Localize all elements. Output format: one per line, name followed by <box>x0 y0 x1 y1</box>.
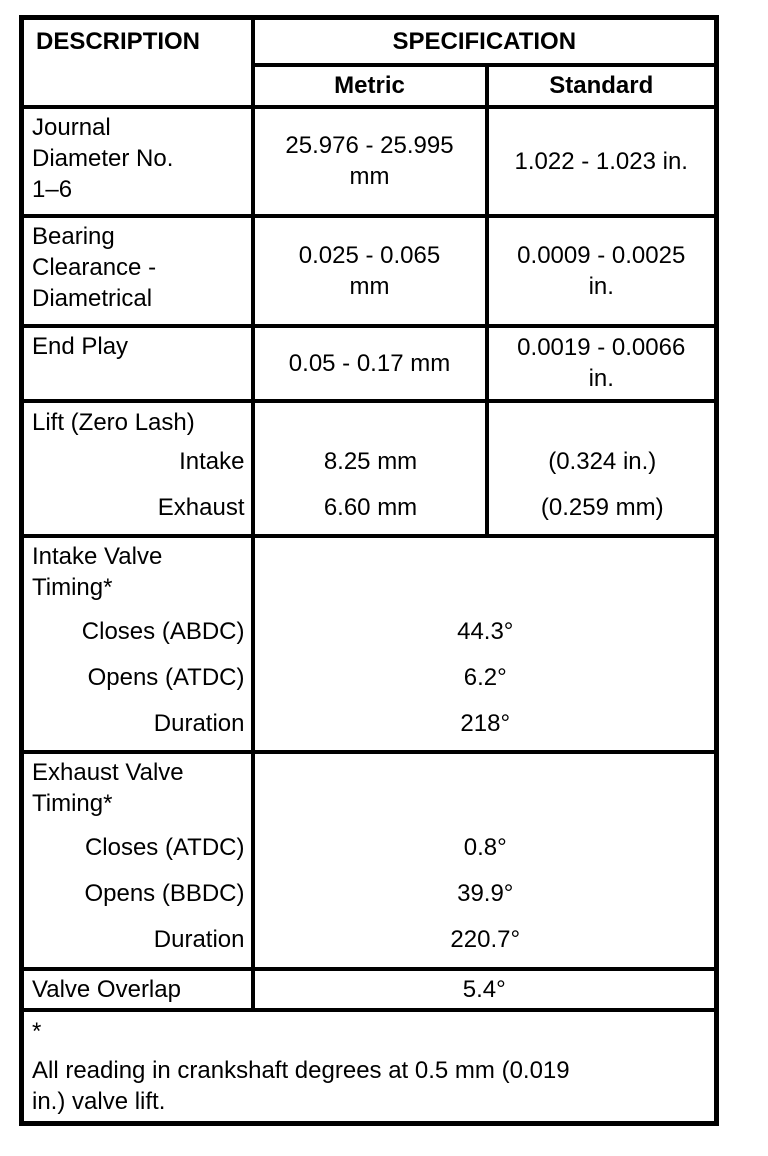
exhaust-timing-opens-label: Opens (BBDC) <box>84 880 245 907</box>
journal-diameter-metric-value <box>253 107 487 216</box>
exhaust-timing-closes-label: Closes (ATDC) <box>84 834 245 861</box>
footnote-line: All reading in crankshaft degrees at 0.5 mm (0.019 <box>32 1056 570 1084</box>
journal-diameter-label <box>22 107 253 216</box>
footnote-marker: * <box>32 1017 42 1045</box>
exhaust-timing-opens-value: 39.9° <box>457 880 514 907</box>
label-line: Exhaust Valve <box>32 758 184 786</box>
spacer <box>263 406 479 439</box>
value-line: 25.976 - 25.995 <box>285 132 454 159</box>
header-description: DESCRIPTION <box>22 18 253 107</box>
lift-intake-standard-value: (0.324 in.) <box>548 448 657 475</box>
value-line: mm <box>349 272 390 300</box>
label-line: Timing* <box>32 573 113 601</box>
value-line: 0.0019 - 0.0066 <box>517 334 686 361</box>
intake-timing-closes-value: 44.3° <box>457 618 514 645</box>
intake-timing-values <box>253 536 717 752</box>
exhaust-timing-title <box>32 757 245 819</box>
journal-diameter-standard-value: 1.022 - 1.023 in. <box>487 107 717 216</box>
exhaust-timing-closes-value: 0.8° <box>463 834 507 861</box>
lift-title: Lift (Zero Lash) <box>32 408 195 436</box>
exhaust-timing-label <box>22 752 253 969</box>
intake-timing-duration-label: Duration <box>153 710 245 737</box>
intake-timing-opens-value: 6.2° <box>463 664 507 691</box>
intake-timing-opens-label: Opens (ATDC) <box>87 664 245 691</box>
intake-timing-closes-label: Closes (ABDC) <box>81 618 245 645</box>
label-line: Diameter No. <box>32 144 174 172</box>
row-valve-overlap <box>22 969 717 1010</box>
exhaust-timing-duration-label: Duration <box>153 926 245 953</box>
header-standard: Standard <box>487 65 717 107</box>
bearing-clearance-label <box>22 216 253 326</box>
row-bearing-clearance <box>22 216 717 326</box>
lift-exhaust-label: Exhaust <box>157 494 245 521</box>
footnote-line: in.) valve lift. <box>32 1087 166 1115</box>
value-line: 0.025 - 0.065 <box>298 241 441 269</box>
row-journal-diameter <box>22 107 717 216</box>
valve-overlap-label: Valve Overlap <box>22 969 253 1010</box>
spacer <box>263 757 709 825</box>
lift-zero-lash-label <box>22 401 253 536</box>
valve-overlap-value: 5.4° <box>253 969 717 1010</box>
bearing-clearance-standard-value <box>487 216 717 326</box>
camshaft-specification-table <box>19 15 719 1126</box>
intake-timing-label <box>22 536 253 752</box>
label-line: 1–6 <box>32 175 73 203</box>
row-exhaust-valve-timing <box>22 752 717 969</box>
lift-exhaust-standard-value: (0.259 mm) <box>540 494 664 521</box>
label-line: Bearing <box>32 222 115 250</box>
exhaust-timing-values <box>253 752 717 969</box>
label-line: Timing* <box>32 789 113 817</box>
header-specification: SPECIFICATION <box>253 18 717 65</box>
label-line: Intake Valve <box>32 542 163 570</box>
value-line: in. <box>588 272 614 300</box>
value-line: 0.0009 - 0.0025 <box>517 241 686 269</box>
lift-intake-metric-value: 8.25 mm <box>323 448 418 475</box>
intake-timing-title <box>32 541 245 603</box>
label-line: Clearance - <box>32 253 157 281</box>
value-line: in. <box>588 365 614 392</box>
exhaust-timing-duration-value: 220.7° <box>450 926 521 953</box>
bearing-clearance-metric-value <box>253 216 487 326</box>
value-line: mm <box>349 163 390 190</box>
lift-metric-values <box>253 401 487 536</box>
header-metric: Metric <box>253 65 487 107</box>
end-play-label: End Play <box>22 326 253 401</box>
end-play-metric-value: 0.05 - 0.17 mm <box>253 326 487 401</box>
label-line: Diametrical <box>32 284 153 312</box>
lift-exhaust-metric-value: 6.60 mm <box>323 494 418 521</box>
lift-intake-label: Intake <box>179 448 245 475</box>
footnote-cell <box>22 1010 717 1124</box>
label-line: Journal <box>32 113 111 141</box>
row-end-play <box>22 326 717 401</box>
intake-timing-duration-value: 218° <box>460 710 511 737</box>
header-row-specification <box>22 18 717 65</box>
row-footnote <box>22 1010 717 1124</box>
footnote-text <box>32 1055 704 1117</box>
spacer <box>497 406 709 439</box>
end-play-standard-value <box>487 326 717 401</box>
spacer <box>263 541 709 609</box>
row-intake-valve-timing <box>22 536 717 752</box>
row-lift-zero-lash <box>22 401 717 536</box>
lift-standard-values <box>487 401 717 536</box>
